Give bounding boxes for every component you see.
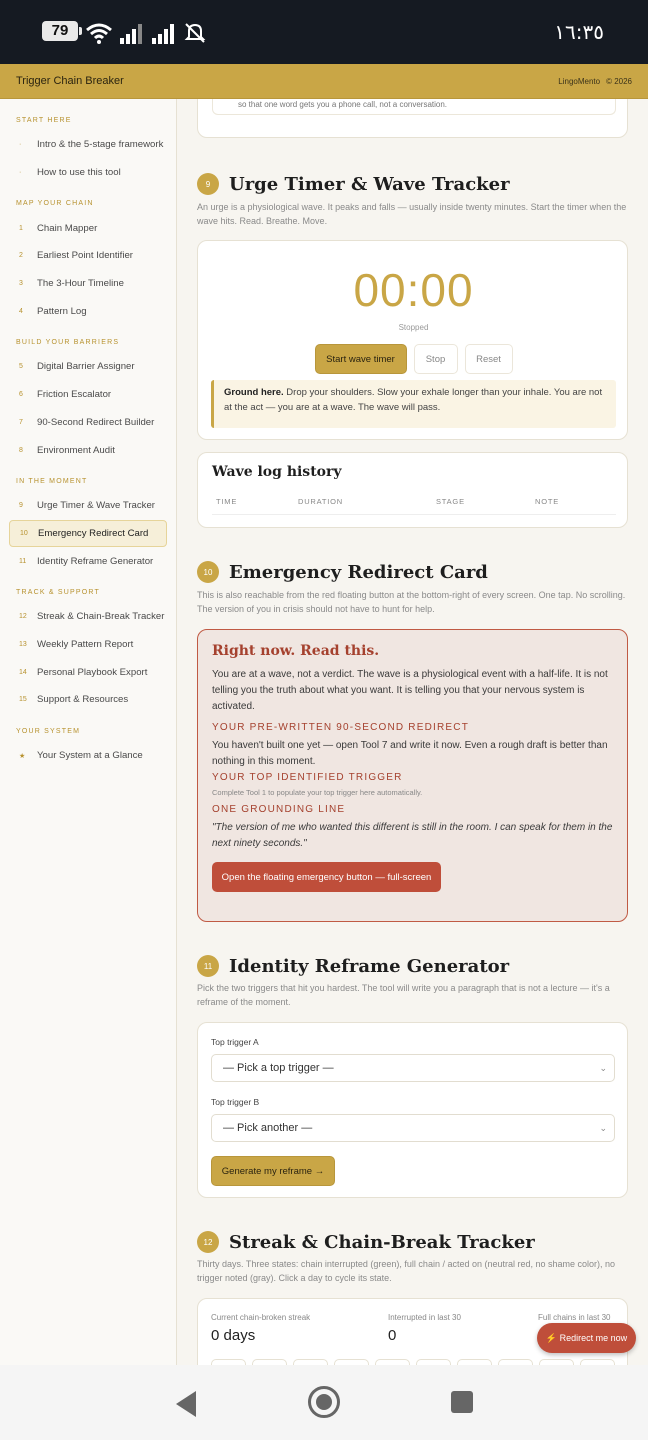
stat-label: Current chain-broken streak xyxy=(211,1313,311,1322)
bell-muted-icon xyxy=(184,22,206,44)
trigger-a-label: Top trigger A xyxy=(211,1037,259,1047)
urge-description: An urge is a physiological wave. It peaks and falls — usually inside twenty minutes. Start the timer when the wave hits. Read. Breathe. Move. xyxy=(197,202,627,226)
sidebar-item-label: Digital Barrier Assigner xyxy=(37,361,135,373)
sidebar-item-label: Support & Resources xyxy=(37,694,129,706)
urge-timer-card xyxy=(197,240,628,440)
sidebar-item-label: Identity Reframe Generator xyxy=(37,555,154,567)
sidebar-item-label: Earliest Point Identifier xyxy=(37,250,133,262)
start-timer-button[interactable]: Start wave timer xyxy=(315,344,407,374)
sidebar-item[interactable] xyxy=(9,297,167,325)
grounding-label: Ground here. xyxy=(224,387,284,398)
trigger-b-value: — Pick another — xyxy=(223,1122,313,1134)
sidebar-section-title: START HERE xyxy=(16,117,72,124)
sidebar-item-label: 90-Second Redirect Builder xyxy=(37,416,155,428)
stop-timer-button[interactable]: Stop xyxy=(414,344,458,374)
sidebar-item-number: 7 xyxy=(19,418,23,426)
grounding-line-quote: "The version of me who wanted this different is still in the room. I can speak for them in the next ninety seconds." xyxy=(212,822,613,849)
wave-log-header xyxy=(212,495,616,515)
chevron-down-icon: ⌄ xyxy=(599,1123,607,1133)
sidebar-item-number: · xyxy=(19,169,22,177)
sidebar-item-label: Pattern Log xyxy=(37,305,87,317)
trigger-a-select[interactable] xyxy=(211,1054,615,1082)
streak-stat xyxy=(211,1313,310,1344)
sidebar-section-title: BUILD YOUR BARRIERS xyxy=(16,339,120,347)
sidebar-item-number: 11 xyxy=(19,557,27,565)
timer-display: 00:00 xyxy=(353,264,474,316)
sidebar-item[interactable] xyxy=(9,214,167,242)
sidebar-item-number: 4 xyxy=(19,307,23,315)
redirect-text: You haven't built one yet — open Tool 7 and write it now. Even a rough draft is better than nothing in this moment. xyxy=(212,740,608,767)
wave-log-title: Wave log history xyxy=(212,464,342,480)
redirect-label: YOUR PRE-WRITTEN 90-SECOND REDIRECT xyxy=(212,722,470,733)
signal-icon xyxy=(120,24,144,44)
stat-label: Interrupted in last 30 xyxy=(388,1313,461,1322)
sidebar-item[interactable] xyxy=(9,131,167,159)
urge-section-header xyxy=(197,173,510,195)
main-content xyxy=(177,99,648,1365)
sidebar-item-label: Streak & Chain-Break Tracker xyxy=(37,611,165,623)
section-number-badge: 11 xyxy=(197,955,219,977)
sidebar-item-label: Environment Audit xyxy=(37,444,115,456)
grounding-line-label: ONE GROUNDING LINE xyxy=(212,804,346,815)
emergency-section-header xyxy=(197,561,488,583)
sidebar-item-label: Intro & the 5-stage framework xyxy=(37,139,164,151)
sidebar-item-number: 10 xyxy=(20,529,28,537)
column-header: TIME xyxy=(216,497,238,506)
sidebar-item[interactable] xyxy=(9,520,167,548)
identity-description: Pick the two triggers that hit you hardest. The tool will write you a paragraph that is not a lecture — it's a reframe of the moment. xyxy=(197,983,610,1007)
sidebar-item[interactable] xyxy=(9,547,167,575)
urge-title: Urge Timer & Wave Tracker xyxy=(229,173,510,195)
app-header xyxy=(0,64,648,99)
sidebar-item[interactable] xyxy=(9,353,167,381)
sidebar-item[interactable] xyxy=(9,742,167,770)
stat-value: 0 xyxy=(388,1327,397,1344)
battery-icon: 79 xyxy=(42,21,78,41)
interrupted-stat xyxy=(388,1313,461,1344)
copyright: © 2026 xyxy=(606,76,632,86)
sidebar-item[interactable] xyxy=(9,436,167,464)
sidebar-item[interactable] xyxy=(9,270,167,298)
streak-title: Streak & Chain-Break Tracker xyxy=(229,1231,535,1253)
redirect-fab-button[interactable]: ⚡ Redirect me now xyxy=(537,1323,636,1353)
open-emergency-fullscreen-button[interactable]: Open the floating emergency button — full-screen xyxy=(212,862,441,892)
sidebar-item-number: 3 xyxy=(19,280,23,288)
sidebar xyxy=(0,99,177,1365)
sidebar-section-title: MAP YOUR CHAIN xyxy=(16,200,94,208)
sidebar-section-title: TRACK & SUPPORT xyxy=(16,588,100,596)
app-title: Trigger Chain Breaker xyxy=(16,75,124,87)
sidebar-item-number: 1 xyxy=(19,224,23,232)
trigger-label: YOUR TOP IDENTIFIED TRIGGER xyxy=(212,772,403,783)
streak-section-header xyxy=(197,1231,535,1253)
column-header: NOTE xyxy=(535,497,560,506)
grounding-note xyxy=(211,380,616,428)
chevron-down-icon: ⌄ xyxy=(599,1063,607,1073)
status-bar xyxy=(0,0,648,64)
recents-icon[interactable] xyxy=(451,1391,473,1413)
signal-icon-2 xyxy=(152,24,176,44)
identity-section-header xyxy=(197,955,509,977)
sidebar-item-number: · xyxy=(19,141,22,149)
sidebar-item-label: Weekly Pattern Report xyxy=(37,638,134,650)
sidebar-item-label: The 3-Hour Timeline xyxy=(37,278,124,290)
sidebar-item-number: 12 xyxy=(19,613,27,621)
brand-info xyxy=(552,77,632,86)
sidebar-item-number: 2 xyxy=(19,252,23,260)
sidebar-item-number: 9 xyxy=(19,502,23,510)
sidebar-item-label: Your System at a Glance xyxy=(37,750,143,762)
sidebar-item[interactable] xyxy=(9,603,167,631)
trigger-b-select[interactable] xyxy=(211,1114,615,1142)
trigger-a-value: — Pick a top trigger — xyxy=(223,1062,334,1074)
sidebar-item-number: 5 xyxy=(19,363,23,371)
sidebar-item-label: Chain Mapper xyxy=(37,222,98,234)
sidebar-item[interactable] xyxy=(9,381,167,409)
stat-label: Full chains in last 30 xyxy=(538,1313,611,1322)
column-header: STAGE xyxy=(436,497,465,506)
previous-tool-text: so that one word gets you a phone call, not a conversation. xyxy=(212,99,616,115)
sidebar-item-number: 14 xyxy=(19,668,27,676)
identity-title: Identity Reframe Generator xyxy=(229,955,510,977)
stat-value: 0 days xyxy=(211,1327,256,1344)
signal-icons xyxy=(86,18,206,44)
section-number-badge: 9 xyxy=(197,173,219,195)
sidebar-item[interactable] xyxy=(9,658,167,686)
emergency-description: This is also reachable from the red floating button at the bottom-right of every screen. One tap. No scrolling. The version of you in crisis should not have to hunt for help. xyxy=(197,590,626,614)
sidebar-item-number: 13 xyxy=(19,640,27,648)
emergency-redirect-card xyxy=(197,629,628,922)
previous-tool-card xyxy=(197,99,628,138)
sidebar-section-title: IN THE MOMENT xyxy=(16,477,88,485)
sidebar-item-number: 15 xyxy=(19,696,27,704)
section-number-badge: 10 xyxy=(197,561,219,583)
sidebar-item-label: Personal Playbook Export xyxy=(37,666,148,678)
generate-reframe-button[interactable]: Generate my reframe → xyxy=(211,1156,335,1186)
sidebar-item-label: Emergency Redirect Card xyxy=(38,527,149,539)
timer-status: Stopped xyxy=(398,323,429,332)
sidebar-item[interactable] xyxy=(9,492,167,520)
grounding-text: Drop your shoulders. Slow your exhale longer than your inhale. You are not at the act — you are at a wave. The wave will pass. xyxy=(224,387,603,413)
trigger-text: Complete Tool 1 to populate your top trigger here automatically. xyxy=(212,788,423,797)
system-nav-bar xyxy=(0,1365,648,1440)
streak-description: Thirty days. Three states: chain interrupted (green), full chain / acted on (neutral red, no shame color), no trigger noted (gray). Click a day to cycle its state. xyxy=(197,1259,616,1283)
column-header: DURATION xyxy=(298,497,344,506)
sidebar-item-label: Friction Escalator xyxy=(37,389,112,401)
sidebar-item-label: How to use this tool xyxy=(37,167,121,179)
sidebar-item[interactable] xyxy=(9,409,167,437)
sidebar-item[interactable] xyxy=(9,159,167,187)
home-icon[interactable] xyxy=(308,1386,340,1418)
clock: ١٦:٣٥ xyxy=(554,20,604,44)
emergency-title: Emergency Redirect Card xyxy=(229,561,488,583)
sidebar-item-number: ★ xyxy=(19,752,26,760)
wave-log-card xyxy=(197,452,628,528)
sidebar-item[interactable] xyxy=(9,631,167,659)
brand-name: LingoMento xyxy=(558,76,601,86)
trigger-b-label: Top trigger B xyxy=(211,1097,260,1107)
sidebar-item[interactable] xyxy=(9,686,167,714)
section-number-badge: 12 xyxy=(197,1231,219,1253)
sidebar-item-number: 6 xyxy=(19,391,23,399)
sidebar-item-label: Urge Timer & Wave Tracker xyxy=(37,500,155,512)
emergency-card-title: Right now. Read this. xyxy=(212,643,380,659)
identity-reframe-card xyxy=(197,1022,628,1198)
wifi-icon xyxy=(86,22,112,44)
emergency-card-text: You are at a wave, not a verdict. The wave is a physiological event with a half-life. It is not telling you the truth about what you want. It is telling you that your nervous system is activated. xyxy=(212,669,608,712)
sidebar-item[interactable] xyxy=(9,242,167,270)
reset-timer-button[interactable]: Reset xyxy=(465,344,513,374)
sidebar-item-number: 8 xyxy=(19,446,23,454)
sidebar-section-title: YOUR SYSTEM xyxy=(16,727,81,735)
back-icon[interactable] xyxy=(176,1391,196,1417)
